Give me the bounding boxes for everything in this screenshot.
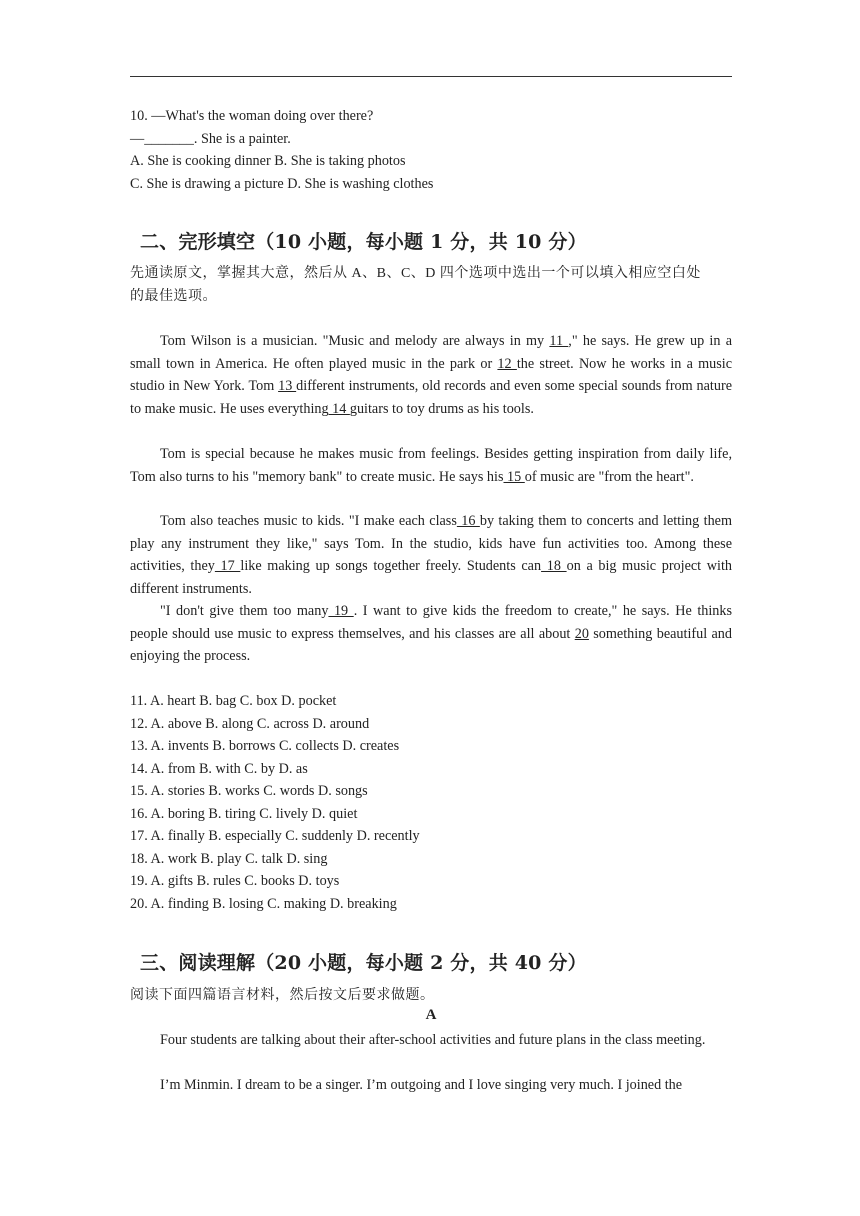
blank-18: 18 — [541, 558, 567, 574]
reading-paragraph-2: I’m Minmin. I dream to be a singer. I’m outgoing and I love singing very much. I joined the — [160, 1077, 683, 1093]
option-row: 19. A. gifts B. rules C. books D. toys — [130, 873, 340, 889]
q10-question: 10. —What's the woman doing over there? — [130, 108, 374, 124]
section3-title: 三、阅读理解（20 小题，每小题 2 分，共 40 分） — [140, 952, 587, 974]
passage-label-a: A — [425, 1007, 437, 1023]
option-row: 18. A. work B. play C. talk D. sing — [130, 850, 328, 867]
blank-11: 11 — [549, 333, 569, 349]
reading-paragraph-1: Four students are talking about their after-school activities and future plans in the class meeting. — [160, 1032, 706, 1048]
option-row: 11. A. heart B. bag C. box D. pocket — [130, 693, 337, 709]
header-rule — [130, 76, 732, 77]
blank-13: 13 — [278, 378, 297, 394]
blank-14: 14 — [328, 400, 350, 417]
blank-15: 15 — [503, 468, 525, 485]
q10-options-ab: A. She is cooking dinner B. She is taking photos — [130, 153, 406, 169]
blank-12: 12 — [497, 355, 517, 372]
blank-19: 19 — [328, 603, 354, 619]
passage-paragraph-4: "I don't give them too many 19 . I want to give kids the freedom to create," he says. He thinks people should use music to express themselves, and his classes are all about 20 something beautiful and enjoying the process. — [130, 603, 733, 664]
section3-instruction: 阅读下面四篇语言材料，然后按文后要求做题。 — [130, 988, 435, 1003]
passage-paragraph-2: Tom is special because he makes music from feelings. Besides getting inspiration from daily life, Tom also turns to his "memory bank" to create music. He says his 15 of music are "from the heart". — [130, 446, 732, 485]
q10-options-cd: C. She is drawing a picture D. She is washing clothes — [130, 176, 434, 192]
blank-16: 16 — [456, 513, 480, 529]
passage-paragraph-3: Tom also teaches music to kids. "I make each class 16 by taking them to concerts and letting them play any instrument they like," says Tom. In the studio, kids have fun activities too. Among these activities, they 17 like making up songs together freely. Students can 18 on a big music project with different instruments. — [130, 513, 733, 597]
option-row: 15. A. stories B. works C. words D. songs — [130, 783, 368, 799]
option-row: 17. A. finally B. especially C. suddenly D. recently — [130, 828, 420, 844]
option-row: 20. A. finding B. losing C. making D. breaking — [130, 895, 397, 912]
blank-17: 17 — [214, 558, 241, 574]
q10-answer-line: —_______. She is a painter. — [130, 131, 291, 147]
option-row: 12. A. above B. along C. across D. around — [130, 715, 370, 732]
cloze-options-list — [130, 690, 420, 915]
option-row: 13. A. invents B. borrows C. collects D. creates — [130, 738, 400, 754]
section2-instruction-line1: 先通读原文，掌握其大意，然后从 A、B、C、D 四个选项中选出一个可以填入相应空白处 — [130, 266, 701, 281]
option-row: 14. A. from B. with C. by D. as — [130, 760, 308, 777]
section2-title: 二、完形填空（10 小题，每小题 1 分，共 10 分） — [140, 231, 587, 253]
section2-instruction-line2: 的最佳选项。 — [130, 289, 217, 304]
blank-20: 20 — [574, 625, 589, 642]
option-row: 16. A. boring B. tiring C. lively D. quiet — [130, 805, 358, 822]
passage-paragraph-1: Tom Wilson is a musician. "Music and melody are always in my 11 ," he says. He grew up in a small town in America. He often played music in the park or 12 the street. Now he works in a music studio in New York. Tom 13 different instruments, old records and even some special sounds from nature to make music. He uses everything 14 guitars to toy drums as his tools. — [130, 333, 733, 417]
